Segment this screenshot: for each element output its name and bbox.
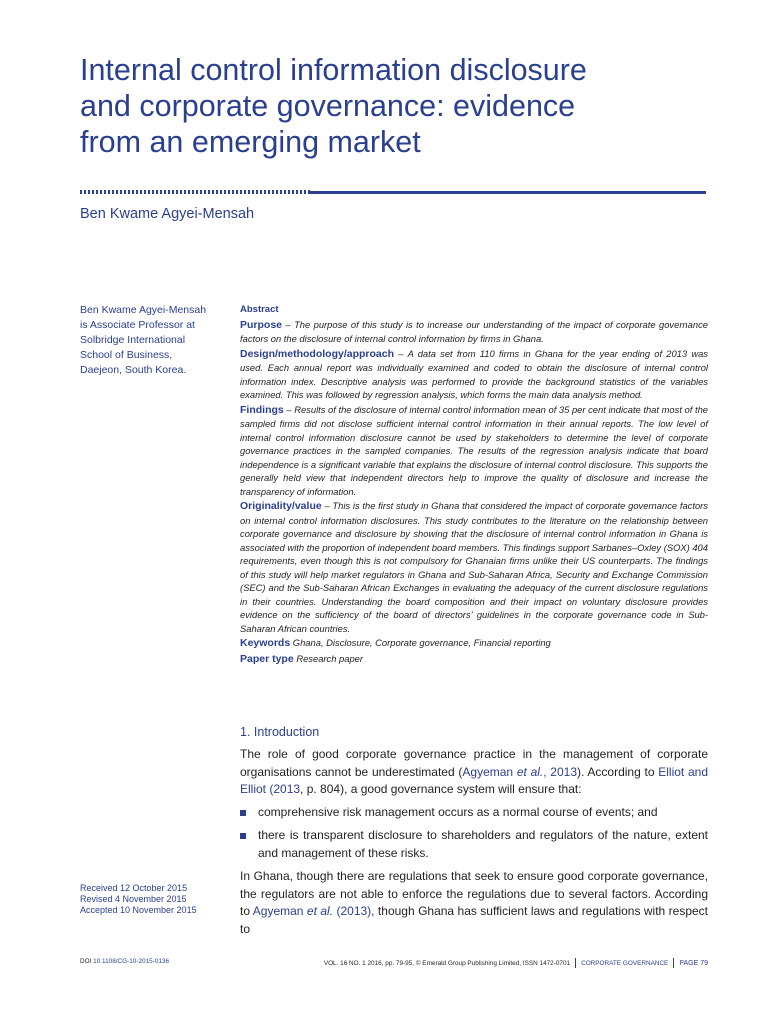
abstract-keywords xyxy=(240,636,708,651)
paragraph-text: In Ghana, though there are regulations that seek to ensure good corporate governance, the regulators are not able to enforce the regulations due to several factors. According to xyxy=(240,869,708,918)
doi xyxy=(80,958,169,965)
abstract-label: Purpose xyxy=(240,318,283,331)
abstract-text: The purpose of this study is to increase our understanding of the impact of corporate governance factors on the disclosure of internal control information by firms in Ghana. xyxy=(240,318,708,344)
citation-year: (2013) xyxy=(333,904,372,918)
abstract-findings xyxy=(240,403,708,499)
title-rule-dotted xyxy=(80,190,310,194)
title-line: Internal control information disclosure xyxy=(80,53,587,87)
paragraph-text: The role of good corporate governance practice in the management of corporate organisations cannot be underestimated ( xyxy=(240,747,708,779)
abstract-label: Paper type xyxy=(240,652,294,665)
intro-paragraph xyxy=(240,868,708,938)
abstract-originality xyxy=(240,499,708,635)
square-bullet-icon xyxy=(240,810,246,816)
abstract-purpose xyxy=(240,318,708,346)
revised-date: Revised 4 November 2015 xyxy=(80,894,187,904)
paragraph-text: ). According to xyxy=(577,764,659,779)
journal-name: CORPORATE GOVERNANCE xyxy=(581,959,669,967)
abstract-text: Research paper xyxy=(296,652,364,664)
list-item xyxy=(240,804,708,822)
doi-link[interactable]: 10.1108/CG-10-2015-0136 xyxy=(93,958,170,965)
section-heading: 1. Introduction xyxy=(240,725,320,739)
footer-right xyxy=(324,958,708,968)
paragraph-text: , p. 804), a good governance system will ensure that: xyxy=(300,782,582,796)
volume-info: VOL. 16 NO. 1 2016, pp. 79-95, © Emerald Group Publishing Limited, ISSN 1472-0701 xyxy=(323,959,571,967)
author-bio: Ben Kwame Agyei-Mensah is Associate Professor at Solbridge International School of Business, Daejeon, South Korea. xyxy=(80,304,207,376)
citation-link[interactable]: Elliot and Elliot (2013 xyxy=(240,764,709,796)
footer-divider xyxy=(673,958,674,968)
accepted-date: Accepted 10 November 2015 xyxy=(80,905,197,915)
citation-etal: et al. xyxy=(516,764,544,779)
abstract-sep: – xyxy=(283,403,295,415)
abstract-label: Originality/value xyxy=(240,500,322,512)
list-item xyxy=(240,827,708,862)
abstract-heading: Abstract xyxy=(240,304,279,315)
abstract-sep: – xyxy=(394,347,408,359)
page-number: PAGE 79 xyxy=(679,959,708,967)
citation-author: Agyeman xyxy=(252,904,304,918)
paragraph-text: , though Ghana has sufficient laws and regulations with respect to xyxy=(240,904,709,936)
received-date: Received 12 October 2015 xyxy=(80,883,188,893)
abstract-paper-type xyxy=(240,652,708,667)
article-dates xyxy=(80,883,197,916)
abstract xyxy=(240,303,708,667)
citation-link[interactable] xyxy=(462,765,577,779)
article-title xyxy=(80,52,700,160)
footer-divider xyxy=(575,958,576,968)
list-item-text: comprehensive risk management occurs as a normal course of events; and xyxy=(258,804,658,819)
intro-body xyxy=(240,746,708,938)
bullet-list xyxy=(240,804,708,863)
citation-year: , 2013 xyxy=(543,764,578,779)
intro-paragraph xyxy=(240,746,708,799)
abstract-text: Results of the disclosure of internal control information mean of 35 per cent indicate that most of the sampled firms did not disclose sufficient internal control information in their annual reports. The low level of internal control information disclosure cannot be used by stakeholders to determine the level of corporate governance practices in the sampled companies. The results of the regression analysis indicate that board independence is a significant variable that explains the disclosure of internal control disclosure. This supports the generally held view that independent directors help to improve the quality of disclosure and increase the transparency of information. xyxy=(240,403,708,497)
list-item-text: there is transparent disclosure to shareholders and regulators of the nature, extent and management of these risks. xyxy=(258,828,708,860)
abstract-design xyxy=(240,347,708,402)
author-name: Ben Kwame Agyei-Mensah xyxy=(80,206,255,222)
citation-link[interactable] xyxy=(253,904,371,918)
abstract-label: Findings xyxy=(240,403,284,416)
citation-author: Agyeman xyxy=(462,764,514,779)
abstract-text: This is the first study in Ghana that considered the impact of corporate governance factors on internal control information disclosures. This study contributes to the literature on the relationship between corporate governance and disclosure by showing that the disclosure of internal control information in Ghana is associated with the proportion of independent board members. This findings support Sarbanes–Oxley (SOX) 404 requirements, even though this is not compulsory for Ghanaian firms unlike their US counterparts. The findings of this study will help market regulators in Ghana and Sub-Saharan Africa, Security and Exchange Commission (SEC) and the Sub-Saharan African Exchanges in evaluating the adequacy of the current disclosure regulations in their countries. Understanding the board composition and their impact on voluntary disclosure provides evidence on the sufficiency of the board of directors’ guidelines in the corporate governance code in Sub-Saharan African countries. xyxy=(240,500,708,634)
abstract-sep: – xyxy=(282,318,295,330)
abstract-sep: – xyxy=(321,500,333,511)
abstract-label: Keywords xyxy=(240,637,291,649)
abstract-text: Ghana, Disclosure, Corporate governance, Financial reporting xyxy=(292,637,551,648)
title-line: from an emerging market xyxy=(80,125,421,159)
doi-label: DOI xyxy=(80,958,94,965)
abstract-text: A data set from 110 firms in Ghana for the year ending of 2013 was used. Each annual report was individually examined and coded to obtain the disclosure of internal control information index. Descriptive analysis was performed to provide the background statistics of the variables examined. This was followed by regression analysis, which forms the main data analysis method. xyxy=(240,347,708,400)
title-rule-solid xyxy=(310,191,706,194)
citation-etal: et al. xyxy=(306,904,334,918)
square-bullet-icon xyxy=(240,833,246,839)
abstract-label: Design/methodology/approach xyxy=(240,347,395,360)
title-line: and corporate governance: evidence xyxy=(80,89,576,123)
